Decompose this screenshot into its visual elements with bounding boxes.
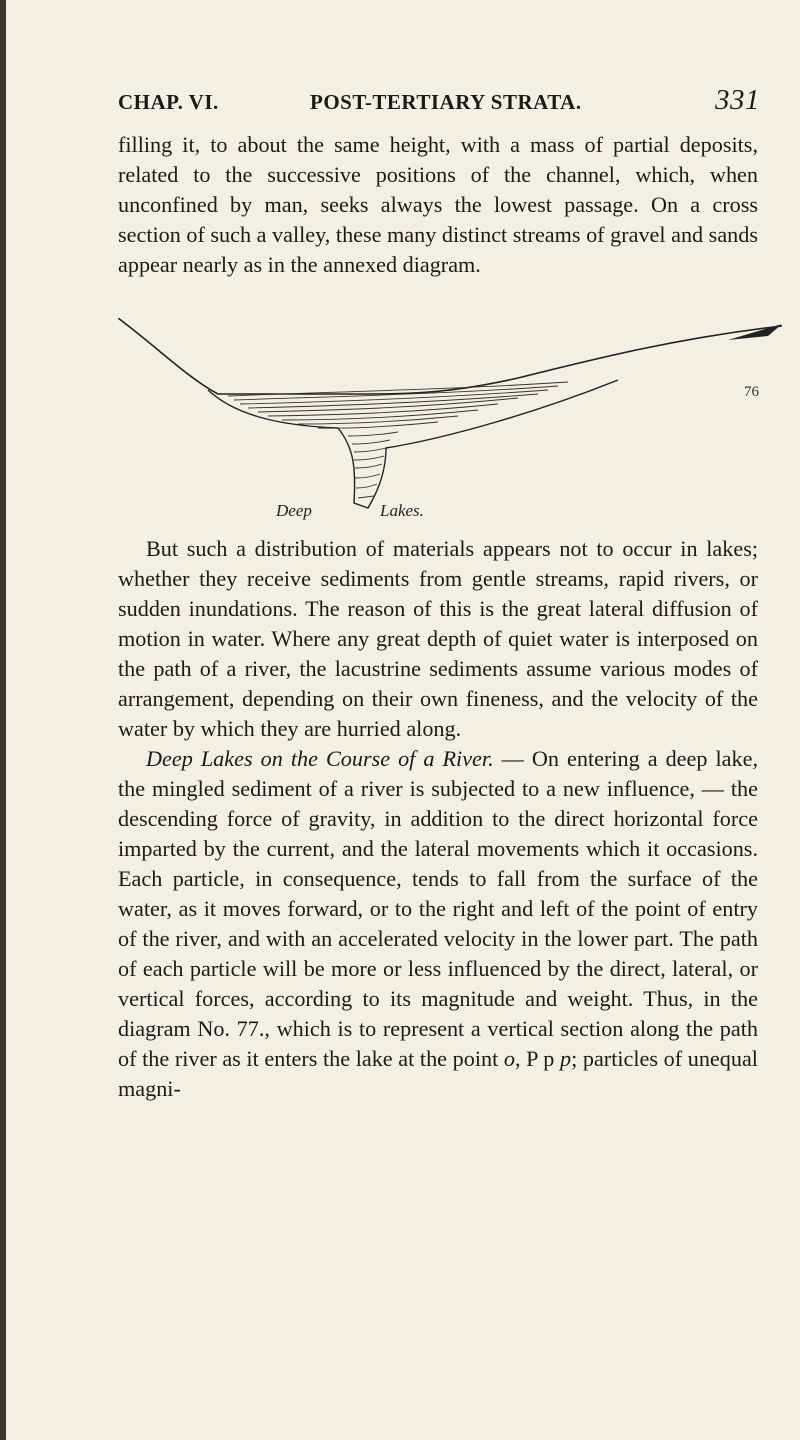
running-header (118, 84, 760, 118)
cross-section-diagram (118, 318, 782, 528)
point-p: p (559, 1046, 572, 1071)
paragraph-mid: , P p (514, 1046, 560, 1071)
main-text (118, 534, 758, 1104)
point-o: o (503, 1046, 515, 1071)
paragraph-deep-lakes (118, 744, 758, 1104)
paragraph-intro (118, 130, 758, 280)
page-number: 331 (715, 84, 760, 116)
paragraph-text: filling it, to about the same height, with a mass of partial deposits, related to the successive positions of the channel, which, when unconfined by man, seeks always the lowest passage. On a cross section of such a valley, these many distinct streams of gravel and sands appear nearly as in the annexed diagram. (118, 132, 758, 277)
running-title: POST-TERTIARY STRATA. (310, 90, 582, 114)
chapter-label: CHAP. VI. (118, 90, 219, 114)
sediment-layers (228, 382, 568, 498)
figure-caption-deep: Deep (276, 501, 312, 520)
valley-outline (118, 318, 782, 394)
section-heading: Deep Lakes on the Course of a River. (146, 746, 494, 771)
paragraph-body: — On entering a deep lake, the mingled sediment of a river is subjected to a new influence, — the descending force of gravity, in addition to the direct horizontal force imparted by the current, and the lateral movements which it occasions. Each particle, in consequence, tends to fall from the surface of the water, as it moves forward, or to the right and left of the point of entry of the river, and with an accelerated velocity in the lower part. The path of each particle will be more or less influenced by the direct, lateral, or vertical forces, according to its magnitude and weight. Thus, in the diagram No. 77., which is to represent a vertical section along the path of the river as it enters the lake at the point (118, 746, 758, 1071)
paragraph-lakes: But such a distribution of materials appears not to occur in lakes; whether they receive sediments from gentle streams, rapid rivers, or sudden inundations. The reason of this is the great lateral diffusion of motion in water. Where any great depth of quiet water is interposed on the path of a river, the lacustrine sediments assume various modes of arrangement, depending on their own fineness, and the velocity of the water by which they are hurried along. (118, 536, 758, 741)
figure-number: 76 (744, 384, 759, 400)
figure-caption-lakes: Lakes. (380, 501, 424, 520)
paragraph-end: ; particles of unequal magni- (118, 1046, 758, 1101)
page-binding-edge (0, 0, 6, 1440)
